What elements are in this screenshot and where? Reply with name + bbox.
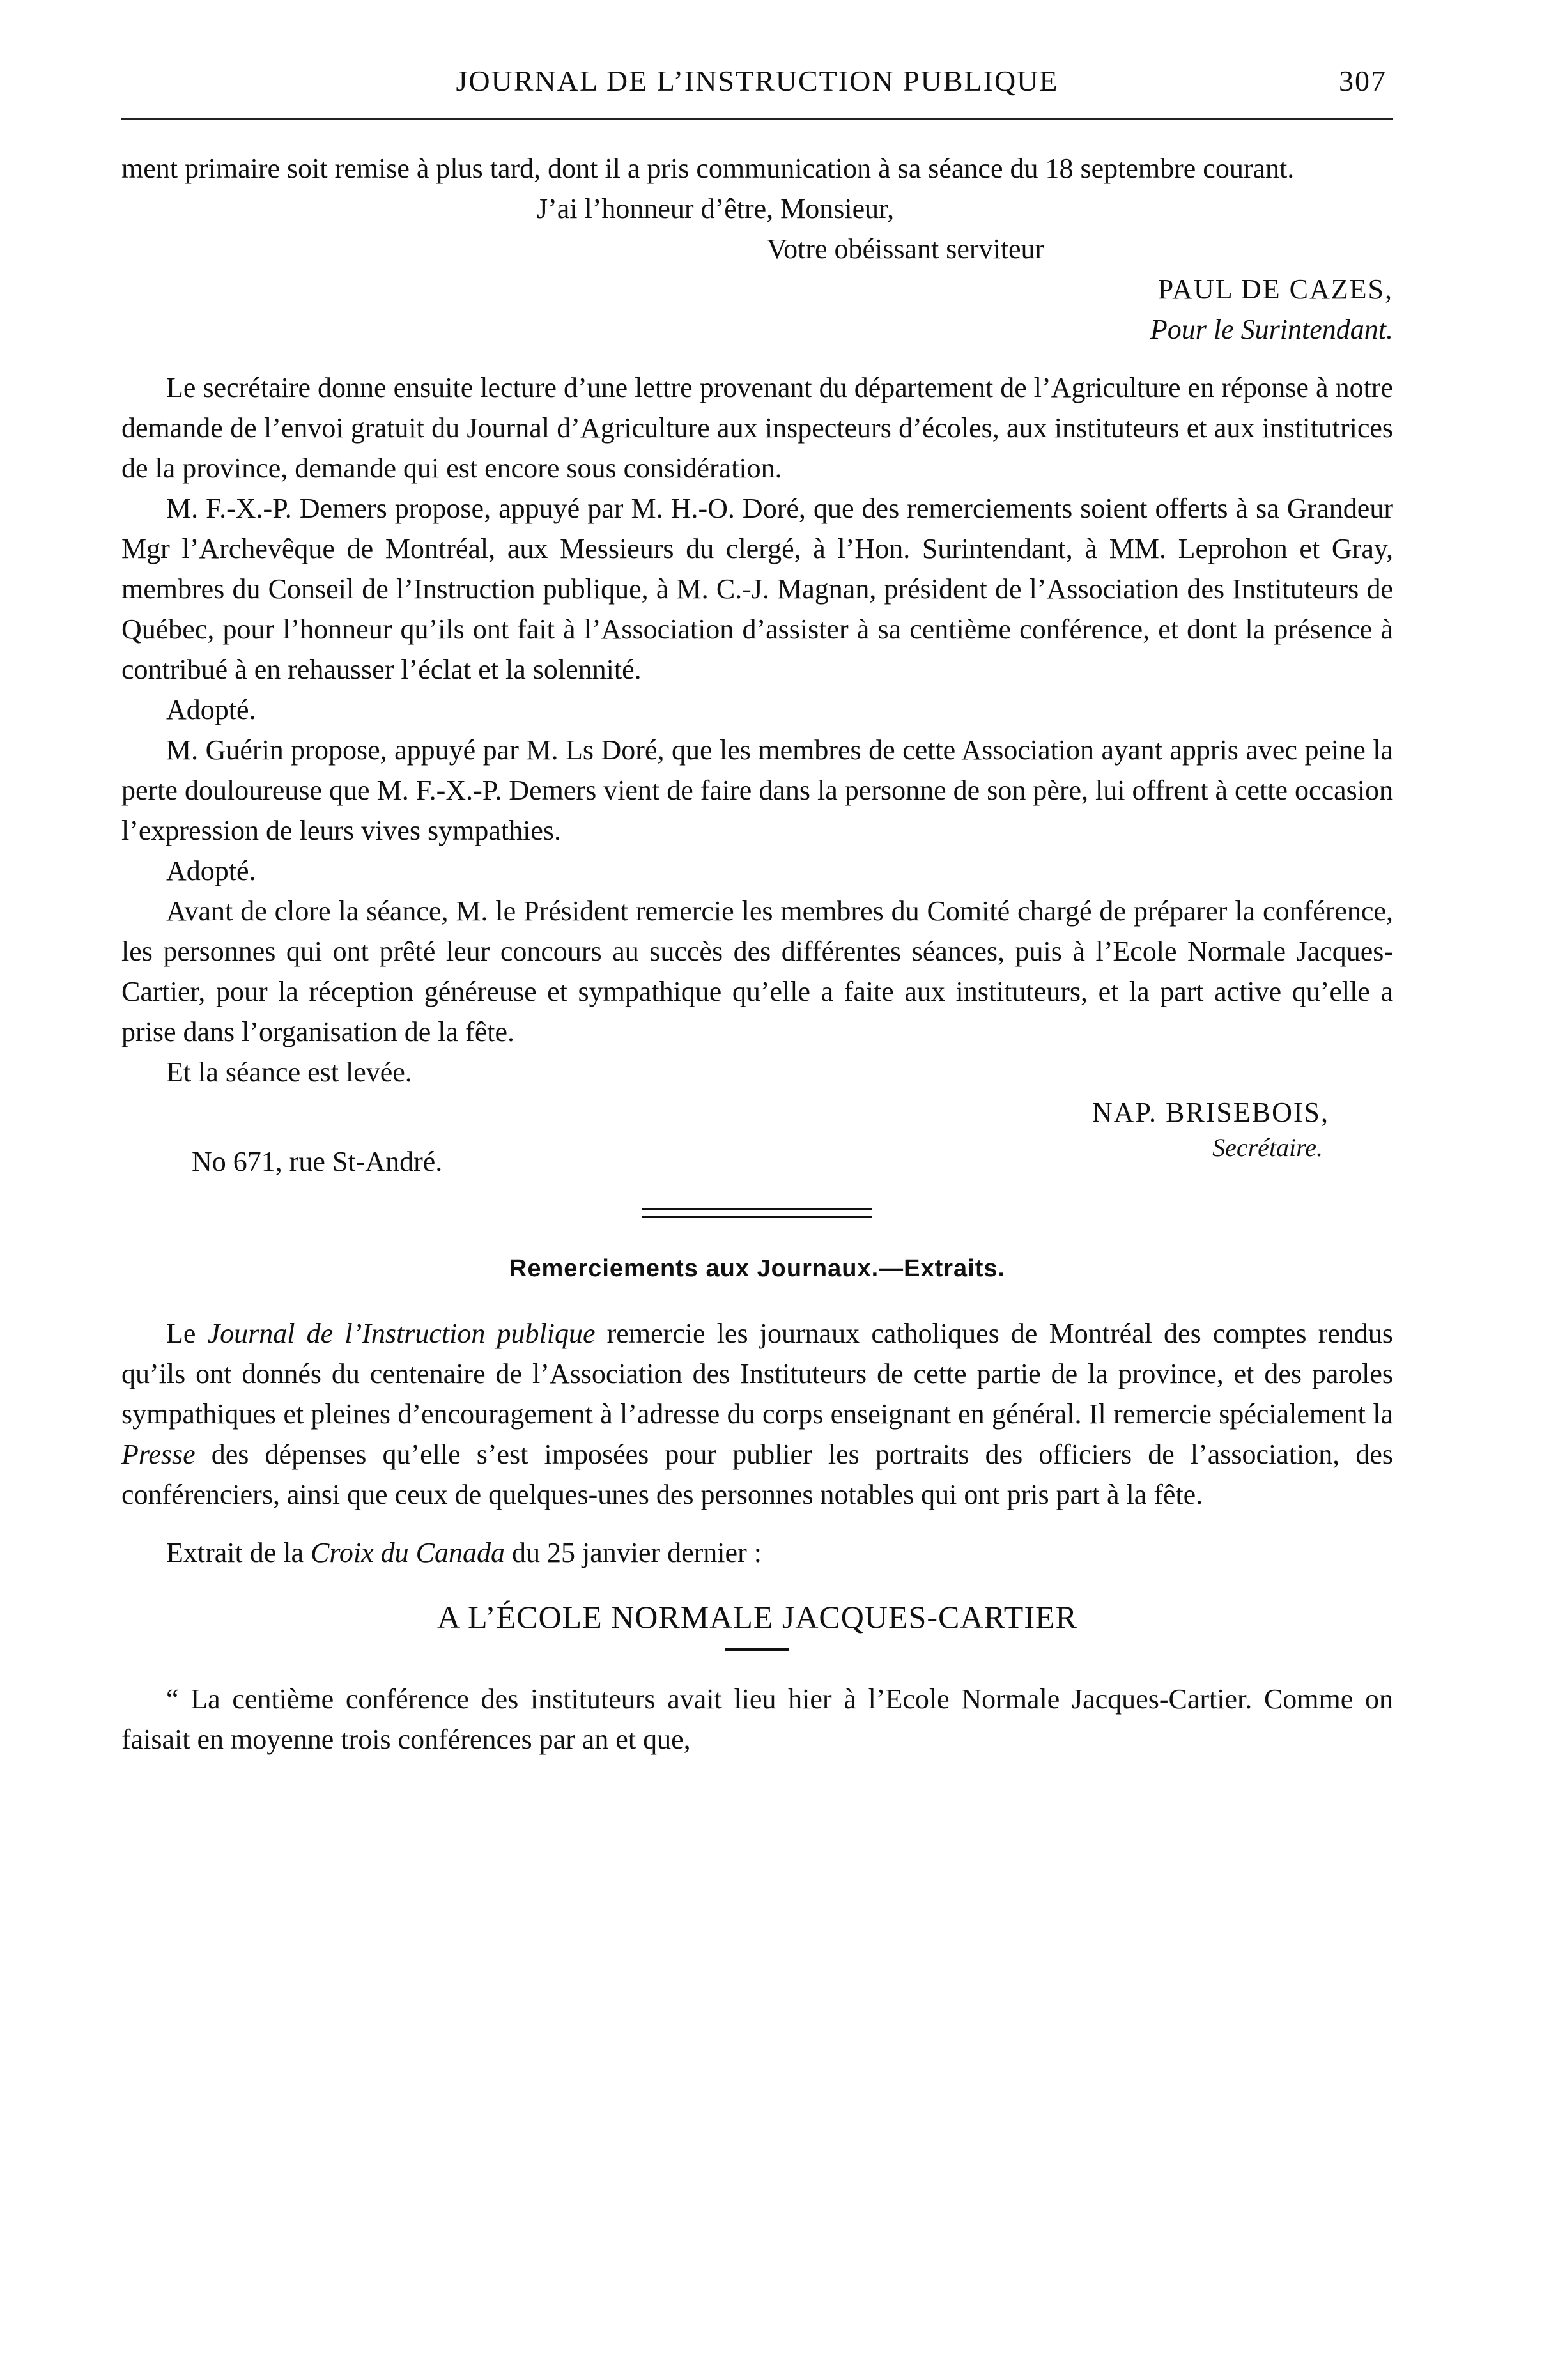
address-row [121,1132,1393,1177]
minutes-adopted: Adopté. [166,694,256,725]
article-title-rule [725,1648,789,1651]
extract-intro: Extrait de la Croix du Canada du 25 janvier dernier : [166,1537,762,1568]
address: No 671, rue St-André. [192,1146,443,1177]
secretary-name: NAP. BRISEBOIS, [1091,1097,1329,1128]
secretary-title: Secrétaire. [1212,1133,1323,1162]
spacer [121,1177,1393,1208]
page-number: 307 [1339,65,1387,97]
presse-title: Presse [121,1439,196,1470]
journal-title: Journal de l’Instruction publique [207,1318,596,1349]
letter-body: ment primaire soit remise à plus tard, dont il a pris communication à sa séance du 18 septembre courant. [121,153,1295,184]
letter-signatory: PAUL DE CAZES, [1157,274,1393,305]
article-paragraph: “ La centième conférence des instituteurs avait lieu hier à l’Ecole Normale Jacques-Cartier. Comme on faisait en moyenne trois conférences par an et que, [121,1683,1393,1755]
page [121,58,1393,1759]
letter-signatory-title: Pour le Surintendant. [1150,314,1393,345]
header-rule [121,118,1393,120]
minutes-adopted: Adopté. [166,855,256,886]
letter-salutation: J’ai l’honneur d’être, Monsieur, [537,193,895,224]
minutes-paragraph-sympathy-motion: M. Guérin propose, appuyé par M. Ls Doré, que les membres de cette Association ayant appris avec peine la perte douloureuse que M. F.-X.-P. Demers vient de faire dans la personne de son père, lui offrent à cette occasion l’expression de leurs vives sympathies. [121,734,1393,846]
minutes-paragraph-thanks-motion: M. F.-X.-P. Demers propose, appuyé par M. H.-O. Doré, que des remerciements soient offerts à sa Grandeur Mgr l’Archevêque de Montréal, aux Messieurs du clergé, à l’Hon. Surintendant, à MM. Leprohon et Gray, membres du Conseil de l’Instruction publique, à M. C.-J. Magnan, président de l’Association des Instituteurs de Québec, pour l’honneur qu’ils ont fait à l’Association d’assister à sa centième conférence, et dont la présence à contribué à en rehausser l’éclat et la solennité. [121,493,1393,685]
letter-closing: Votre obéissant serviteur [767,233,1045,265]
minutes-closing-line: Et la séance est levée. [166,1056,412,1088]
source-title: Croix du Canada [311,1537,505,1568]
thanks-paragraph: Le Journal de l’Instruction publique remercie les journaux catholiques de Montréal des comptes rendus qu’ils ont donnés du centenaire de l’Association des Instituteurs de cette partie de la province, et des paroles sympathiques et pleines d’encouragement à l’adresse du corps enseignant en général. Il remercie spécialement la Presse des dépenses qu’elle s’est imposées pour publier les portraits des officiers de l’association, des conférenciers, ainsi que ceux de quelques-unes des personnes notables qui ont pris part à la fête. [121,1318,1393,1510]
minutes-paragraph-agriculture: Le secrétaire donne ensuite lecture d’une lettre provenant du département de l’Agriculture en réponse à notre demande de l’envoi gratuit du Journal d’Agriculture aux inspecteurs d’écoles, aux instituteurs et aux institutrices de la province, demande qui est encore sous considération. [121,372,1393,484]
article-title: A L’ÉCOLE NORMALE JACQUES-CARTIER [437,1599,1077,1635]
minutes-paragraph-president-thanks: Avant de clore la séance, M. le Président remercie les membres du Comité chargé de préparer la conférence, les personnes qui ont prêté leur concours au succès des différentes séances, puis à l’Ecole Normale Jacques-Cartier, pour la réception généreuse et sympathique qu’elle a faite aux instituteurs, et la part active qu’elle a prise dans l’organisation de la fête. [121,895,1393,1047]
spacer [121,1515,1393,1533]
section-separator [642,1208,872,1218]
running-head [121,58,1393,109]
section-title: Remerciements aux Journaux.—Extraits. [509,1255,1006,1282]
spacer [121,350,1393,367]
running-title: JOURNAL DE L’INSTRUCTION PUBLIQUE [456,65,1059,97]
